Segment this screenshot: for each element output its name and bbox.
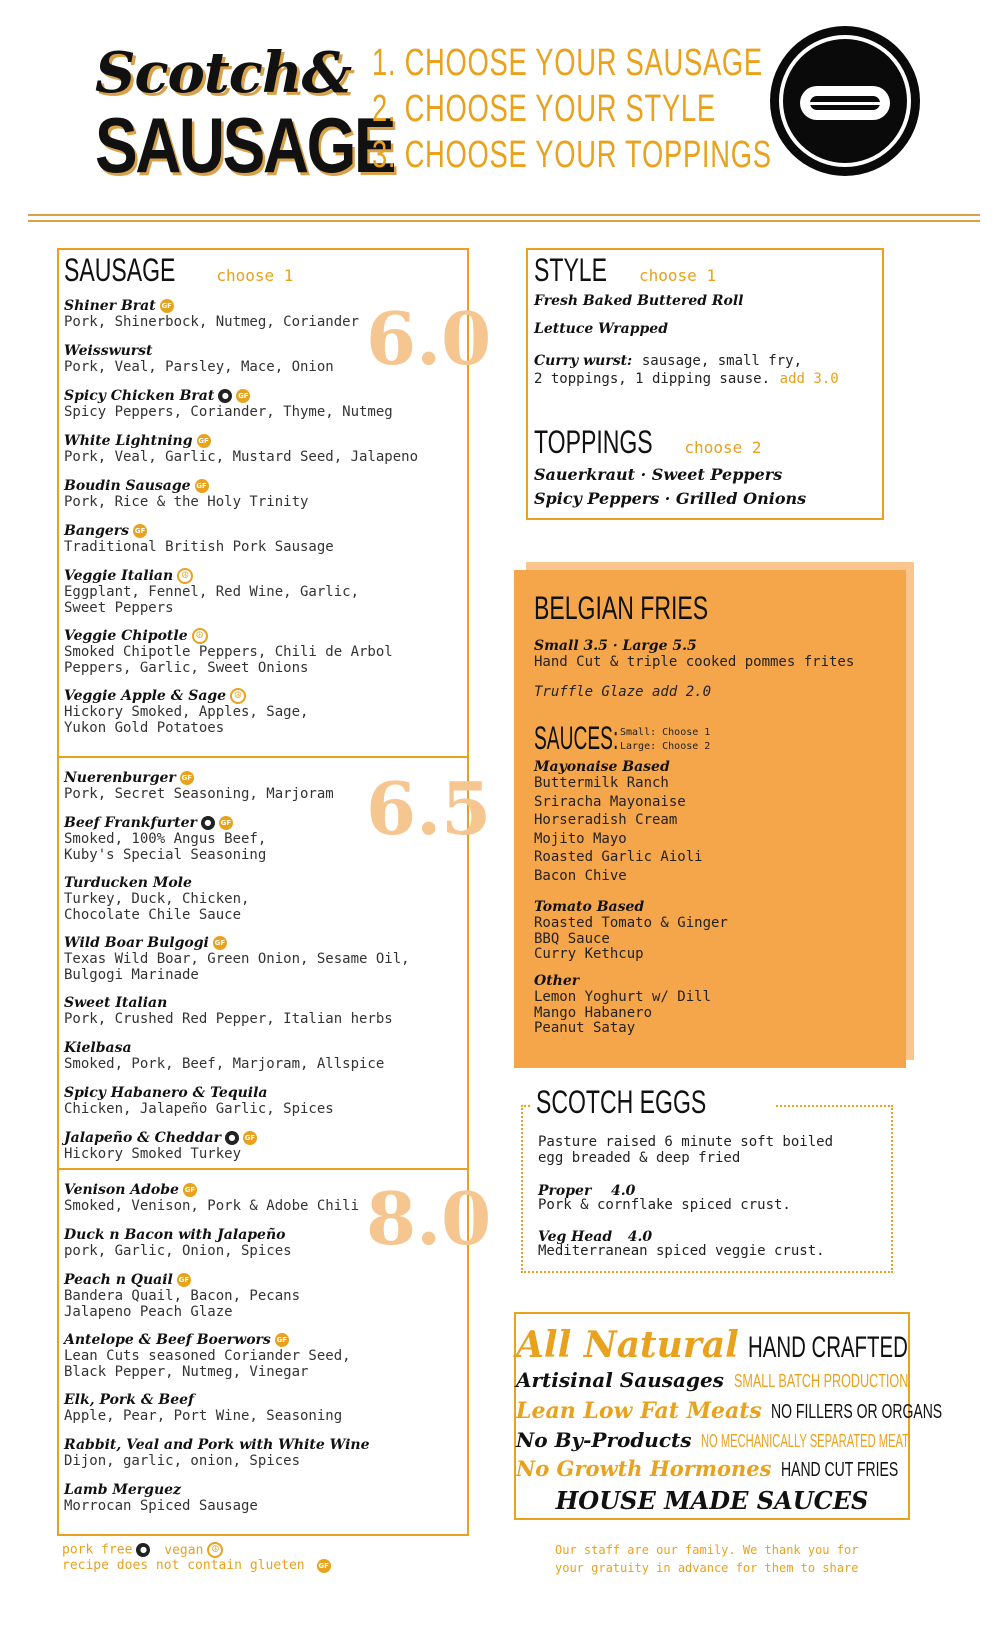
- gluten-free-icon: GF: [317, 1559, 331, 1573]
- promo-line-3: [516, 1398, 943, 1424]
- promo-line-5: [516, 1456, 908, 1482]
- sausage-name: [64, 1272, 300, 1288]
- sausage-name: [64, 298, 359, 314]
- sausage-item: [64, 1437, 369, 1469]
- header-rule: [28, 220, 980, 222]
- sausage-name-text: Venison Adobe: [64, 1182, 179, 1198]
- pig-icon: ●: [136, 1543, 150, 1557]
- promo-house-made: HOUSE MADE SAUCES: [555, 1486, 869, 1515]
- sausage-name-text: Lamb Merguez: [64, 1482, 181, 1498]
- veg-desc: Mediterranean spiced veggie crust.: [538, 1243, 825, 1259]
- sauce-group-title: Other: [534, 973, 580, 989]
- sausage-desc: Lean Cuts seasoned Coriander Seed,: [64, 1348, 351, 1364]
- sausage-name-text: Kielbasa: [64, 1040, 132, 1056]
- gluten-free-icon: GF: [183, 1183, 197, 1197]
- sausage-name-text: Beef Frankfurter: [64, 815, 197, 831]
- sausage-item: [64, 388, 393, 420]
- sausage-desc: Bulgogi Marinade: [64, 967, 199, 983]
- step-2: 2. CHOOSE YOUR STYLE: [372, 88, 716, 130]
- gluten-free-icon: GF: [219, 816, 233, 830]
- sausage-item: [64, 1085, 334, 1117]
- sauces-small: Small: Choose 1: [620, 727, 711, 738]
- promo-lean: Lean Low Fat Meats: [516, 1398, 762, 1424]
- sausage-item: [64, 568, 359, 616]
- sausage-name: [64, 433, 418, 449]
- sausage-name: [64, 1085, 334, 1101]
- toppings-title: TOPPINGS: [534, 424, 653, 460]
- sausage-name: [64, 1130, 257, 1146]
- sausage-name-text: Turducken Mole: [64, 875, 192, 891]
- sausage-item: [64, 1392, 342, 1424]
- sausage-name-text: Rabbit, Veal and Pork with White Wine: [64, 1437, 370, 1453]
- sausage-item: [64, 1227, 292, 1259]
- style-option-curry: [534, 350, 802, 370]
- sausage-item: [64, 1332, 351, 1380]
- gluten-free-icon: GF: [243, 1131, 257, 1145]
- promo-artisinal: Artisinal Sausages: [516, 1368, 724, 1392]
- toppings-line-2: Spicy Peppers · Grilled Onions: [534, 489, 807, 508]
- sausage-desc: Traditional British Pork Sausage: [64, 539, 334, 555]
- sausage-desc: Dijon, garlic, onion, Spices: [64, 1453, 301, 1469]
- sausage-desc: Pork, Veal, Parsley, Mace, Onion: [64, 359, 334, 375]
- promo-no-fillers: NO FILLERS OR ORGANS: [771, 1401, 943, 1423]
- legend-gluten: recipe does not contain glueten: [62, 1558, 305, 1573]
- sausage-item: [64, 298, 359, 330]
- sausage-desc: Sweet Peppers: [64, 600, 174, 616]
- sausage-item: [64, 628, 393, 676]
- sauce-item: Peanut Satay: [534, 1020, 636, 1036]
- sausage-name: [64, 1482, 258, 1498]
- legend-vegan: vegan: [164, 1542, 204, 1558]
- logo-title: SAUSAGE: [95, 101, 395, 189]
- sausage-name: [64, 568, 359, 584]
- footer-line-1: Our staff are our family. We thank you for: [555, 1543, 859, 1557]
- fries-sizes: Small 3.5 · Large 5.5: [534, 638, 697, 654]
- fries-header: [534, 590, 776, 627]
- sauce-item: Curry Kethcup: [534, 946, 644, 962]
- gluten-free-icon: GF: [275, 1333, 289, 1347]
- sausage-name-text: White Lightning: [64, 433, 193, 449]
- promo-no-hormones: No Growth Hormones: [516, 1456, 772, 1481]
- promo-no-byproducts: No By-Products: [516, 1428, 692, 1452]
- pig-icon: ●: [218, 389, 232, 403]
- sausage-desc: Smoked Chipotle Peppers, Chili de Arbol: [64, 644, 393, 660]
- peace-icon: ☮: [177, 568, 193, 584]
- sausage-name: [64, 875, 249, 891]
- gluten-free-icon: GF: [180, 771, 194, 785]
- sausage-desc: Smoked, Venison, Pork & Adobe Chili: [64, 1198, 360, 1214]
- sausage-name-text: Spicy Chicken Brat: [64, 388, 215, 404]
- sausage-item: [64, 1482, 258, 1514]
- sausage-desc: Pork, Secret Seasoning, Marjoram: [64, 786, 334, 802]
- sausage-name-text: Veggie Italian: [64, 568, 174, 584]
- tier-divider: [57, 756, 469, 758]
- sauces-title: SAUCES:: [534, 720, 619, 756]
- scotch-desc-1: Pasture raised 6 minute soft boiled: [538, 1134, 834, 1150]
- sauce-item: Horseradish Cream: [534, 812, 678, 828]
- gluten-free-icon: GF: [195, 479, 209, 493]
- tier-divider: [57, 1168, 469, 1170]
- sausage-item: [64, 815, 266, 863]
- sausage-desc: Chocolate Chile Sauce: [64, 907, 242, 923]
- style-title: STYLE: [534, 252, 607, 288]
- step-1: 1. CHOOSE YOUR SAUSAGE: [372, 42, 763, 84]
- sauce-item: Sriracha Mayonaise: [534, 793, 686, 810]
- legend-pork-free: pork free: [62, 1542, 133, 1558]
- toppings-line-1: Sauerkraut · Sweet Peppers: [534, 465, 783, 484]
- sausage-name: [64, 815, 266, 831]
- sausage-desc: Pork, Shinerbock, Nutmeg, Coriander: [64, 314, 360, 330]
- peace-icon: ☮: [192, 628, 208, 644]
- sauce-item: Lemon Yoghurt w/ Dill: [534, 989, 712, 1005]
- sausage-name-text: Wild Boar Bulgogi: [64, 935, 209, 951]
- gluten-free-icon: GF: [133, 524, 147, 538]
- sausage-name-text: Peach n Quail: [64, 1272, 173, 1288]
- sausage-name-text: Veggie Apple & Sage: [64, 688, 227, 704]
- sausage-item: [64, 688, 308, 736]
- sauce-item: Mango Habanero: [534, 1004, 653, 1021]
- style-option-lettuce: Lettuce Wrapped: [534, 321, 668, 337]
- sausage-name: [64, 628, 393, 644]
- sausage-item: [64, 770, 334, 802]
- fries-truffle: Truffle Glaze add 2.0: [534, 684, 712, 700]
- sausage-item: [64, 875, 249, 923]
- style-choose: choose 1: [639, 266, 717, 285]
- sausage-name-text: Nuerenburger: [64, 770, 176, 786]
- sausage-desc: Spicy Peppers, Coriander, Thyme, Nutmeg: [64, 404, 393, 420]
- curry-desc: sausage, small fry,: [641, 353, 803, 369]
- sausage-item: [64, 1040, 384, 1072]
- promo-line-6: [516, 1486, 908, 1515]
- sausage-name: [64, 770, 334, 786]
- sausage-desc: Bandera Quail, Bacon, Pecans: [64, 1288, 301, 1304]
- sausage-name-text: Weisswurst: [64, 343, 153, 359]
- sauce-item: Roasted Tomato & Ginger: [534, 915, 728, 931]
- sausage-item: [64, 343, 334, 375]
- sausage-name: [64, 995, 393, 1011]
- sausage-desc: Texas Wild Boar, Green Onion, Sesame Oil,: [64, 951, 410, 967]
- sauces-large: Large: Choose 2: [620, 741, 711, 752]
- sauce-item: Buttermilk Ranch: [534, 775, 669, 791]
- sausage-name: [64, 1182, 359, 1198]
- sausage-name: [64, 1040, 384, 1056]
- sausage-desc: Chicken, Jalapeño Garlic, Spices: [64, 1101, 334, 1117]
- promo-box: [514, 1312, 943, 1520]
- sausage-item: [64, 1130, 257, 1162]
- sausage-desc: Hickory Smoked, Apples, Sage,: [64, 704, 309, 720]
- price-tier-2: 6.5: [366, 766, 492, 851]
- sauce-item: Bacon Chive: [534, 867, 627, 884]
- sausage-desc: Eggplant, Fennel, Red Wine, Garlic,: [64, 584, 360, 600]
- sausage-desc: Pork, Rice & the Holy Trinity: [64, 494, 309, 510]
- sauce-group-title: Mayonaise Based: [534, 759, 670, 775]
- promo-no-msm: NO MECHANICALLY SEPARATED MEAT: [701, 1431, 910, 1451]
- sausage-item: [64, 935, 410, 983]
- logo-script: Scotch&: [95, 40, 352, 106]
- gluten-free-icon: GF: [213, 936, 227, 950]
- gluten-free-icon: GF: [236, 389, 250, 403]
- sausage-desc: Hickory Smoked Turkey: [64, 1146, 242, 1162]
- step-3: 3. CHOOSE YOUR TOPPINGS: [372, 134, 772, 176]
- sausage-desc: pork, Garlic, Onion, Spices: [64, 1243, 292, 1259]
- sausage-name: [64, 1437, 369, 1453]
- sausage-name-text: Veggie Chipotle: [64, 628, 188, 644]
- sausage-desc: Kuby's Special Seasoning: [64, 847, 267, 863]
- sausage-title: SAUSAGE: [64, 252, 176, 288]
- sausage-item: [64, 433, 418, 465]
- scotch-title: SCOTCH EGGS: [536, 1084, 707, 1120]
- gluten-free-icon: GF: [197, 434, 211, 448]
- sausage-desc: Jalapeno Peach Glaze: [64, 1304, 233, 1320]
- sausage-desc: Apple, Pear, Port Wine, Seasoning: [64, 1408, 343, 1424]
- promo-all-natural: All Natural: [516, 1324, 739, 1366]
- fries-desc: Hand Cut & triple cooked pommes frites: [534, 654, 855, 670]
- sausage-name-text: Elk, Pork & Beef: [64, 1392, 195, 1408]
- sausage-name: [64, 478, 308, 494]
- sauce-item: Mojito Mayo: [534, 830, 627, 847]
- footer-line-2: your gratuity in advance for them to share: [555, 1561, 859, 1575]
- sausage-desc: Morrocan Spiced Sausage: [64, 1498, 258, 1514]
- sausage-item: [64, 1182, 359, 1214]
- sauce-item: BBQ Sauce: [534, 930, 610, 947]
- sausage-header: [64, 252, 293, 289]
- proper-name: Proper: [538, 1183, 592, 1199]
- sauce-group-title: Tomato Based: [534, 899, 645, 915]
- promo-line-2: [516, 1368, 908, 1392]
- sausage-item: [64, 995, 393, 1027]
- sausage-desc: Black Pepper, Nutmeg, Vinegar: [64, 1364, 309, 1380]
- sausage-name: [64, 388, 393, 404]
- curry-name: Curry wurst:: [534, 353, 633, 369]
- header-rule: [28, 214, 980, 216]
- sausage-item: [64, 523, 334, 555]
- sausage-name-text: Sweet Italian: [64, 995, 168, 1011]
- proper-price: 4.0: [610, 1183, 636, 1199]
- curry-add: add 3.0: [779, 371, 839, 387]
- sausage-item: [64, 478, 308, 510]
- sausage-item: [64, 1272, 300, 1320]
- promo-line-4: [516, 1428, 908, 1452]
- sauce-item: Roasted Garlic Aioli: [534, 849, 703, 865]
- style-option-curry-2: [534, 368, 839, 387]
- hotdog-logo-icon: [770, 26, 920, 176]
- pig-icon: ●: [225, 1131, 239, 1145]
- sausage-name-text: Bangers: [64, 523, 130, 539]
- sausage-name: [64, 1227, 292, 1243]
- sausage-name-text: Shiner Brat: [64, 298, 156, 314]
- sausage-desc: Pork, Veal, Garlic, Mustard Seed, Jalapeno: [64, 449, 419, 465]
- fries-title: BELGIAN FRIES: [534, 590, 709, 626]
- sausage-desc: Peppers, Garlic, Sweet Onions: [64, 660, 309, 676]
- sausage-choose: choose 1: [216, 266, 294, 285]
- sausage-name: [64, 1392, 342, 1408]
- sausage-desc: Pork, Crushed Red Pepper, Italian herbs: [64, 1011, 393, 1027]
- sausage-name: [64, 1332, 351, 1348]
- sausage-desc: Smoked, Pork, Beef, Marjoram, Allspice: [64, 1056, 385, 1072]
- sausage-name-text: Spicy Habanero & Tequila: [64, 1085, 268, 1101]
- veg-name: Veg Head: [538, 1229, 613, 1245]
- sausage-name-text: Boudin Sausage: [64, 478, 191, 494]
- peace-icon: ☮: [230, 688, 246, 704]
- scotch-desc-2: egg breaded & deep fried: [538, 1150, 741, 1166]
- style-header: [534, 252, 716, 289]
- sausage-desc: Yukon Gold Potatoes: [64, 720, 225, 736]
- promo-hand-cut: HAND CUT FRIES: [781, 1459, 899, 1481]
- toppings-header: [534, 424, 761, 461]
- gluten-free-icon: GF: [177, 1273, 191, 1287]
- style-option-roll: Fresh Baked Buttered Roll: [534, 293, 744, 309]
- legend-row-2: [62, 1558, 331, 1574]
- sausage-desc: Smoked, 100% Angus Beef,: [64, 831, 267, 847]
- promo-line-1: [516, 1324, 908, 1366]
- scotch-header: [532, 1084, 776, 1121]
- curry-desc-2: 2 toppings, 1 dipping sause.: [534, 371, 771, 387]
- sausage-name: [64, 523, 334, 539]
- sausage-name-text: Duck n Bacon with Jalapeño: [64, 1227, 286, 1243]
- price-tier-1: 6.0: [366, 296, 492, 381]
- promo-small-batch: SMALL BATCH PRODUCTION: [733, 1371, 908, 1391]
- price-tier-3: 8.0: [366, 1176, 492, 1261]
- sausage-name: [64, 688, 308, 704]
- veg-price: 4.0: [627, 1229, 653, 1245]
- sausage-name: [64, 935, 410, 951]
- peace-icon: ☮: [207, 1542, 223, 1558]
- sausage-name-text: Antelope & Beef Boerwors: [64, 1332, 271, 1348]
- sausage-desc: Turkey, Duck, Chicken,: [64, 891, 250, 907]
- sausage-name-text: Jalapeño & Cheddar: [64, 1130, 221, 1146]
- sausage-name: [64, 343, 334, 359]
- promo-hand-crafted: HAND CRAFTED: [748, 1331, 909, 1364]
- toppings-choose: choose 2: [684, 438, 762, 457]
- gluten-free-icon: GF: [160, 299, 174, 313]
- proper-desc: Pork & cornflake spiced crust.: [538, 1197, 791, 1213]
- pig-icon: ●: [201, 816, 215, 830]
- legend-row-1: [62, 1542, 223, 1559]
